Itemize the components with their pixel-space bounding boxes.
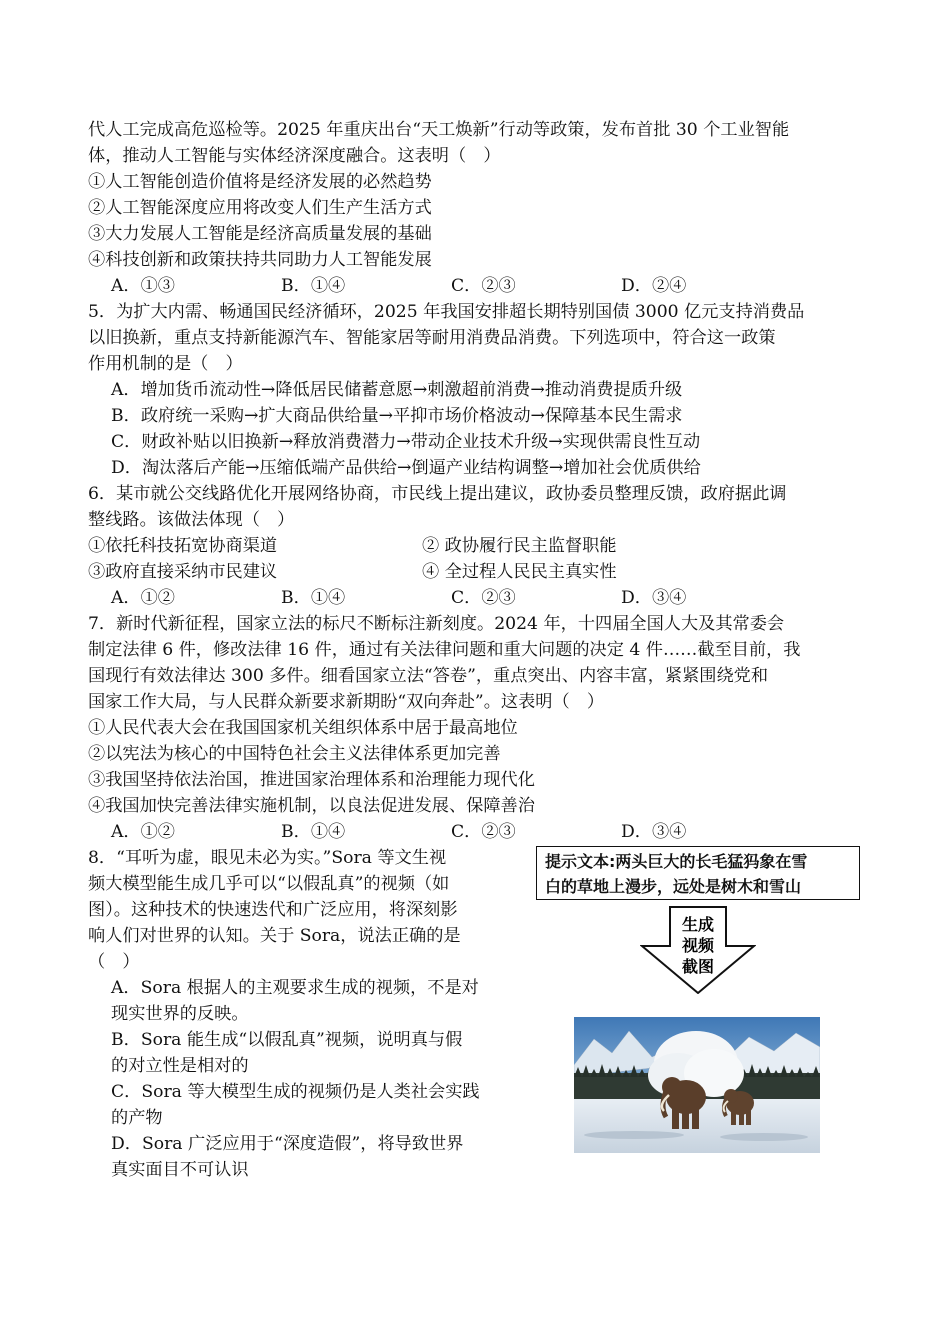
q6-option-d: D．③④	[621, 588, 687, 608]
prompt-line-2: 白的草地上漫步，远处是树木和雪山	[545, 877, 802, 896]
q7-statement-2: ②以宪法为核心的中国特色社会主义法律体系更加完善	[88, 744, 501, 764]
q8-option-d-2: 真实面目不可认识	[111, 1160, 249, 1180]
q7-text-2: 制定法律 6 件，修改法律 16 件，通过有关法律问题和重大问题的决定 4 件……截至目前，我	[88, 640, 801, 660]
prompt-text-box	[536, 846, 860, 900]
q6-option-a: A．①②	[111, 588, 175, 608]
arrow-label-3: 截图	[681, 957, 715, 976]
q7-text-3: 国现行有效法律达 300 多件。细看国家立法“答卷”，重点突出、内容丰富，紧紧围绕党和	[88, 666, 769, 686]
q5-text-3: 作用机制的是（ ）	[88, 354, 243, 374]
q4-option-b: B．①④	[281, 276, 346, 296]
q7-option-b: B．①④	[281, 822, 346, 842]
q4-option-d: D．②④	[621, 276, 687, 296]
arrow-label-1: 生成	[681, 915, 715, 934]
q6-option-c: C．②③	[451, 588, 516, 608]
q8-option-a-2: 现实世界的反映。	[111, 1004, 249, 1024]
q8-option-b-2: 的对立性是相对的	[111, 1056, 249, 1076]
q4-statement-2: ②人工智能深度应用将改变人们生产生活方式	[88, 198, 432, 218]
q8-block	[88, 845, 518, 1183]
q5-option-b: B．政府统一采购→扩大商品供给量→平抑市场价格波动→保障基本民生需求	[111, 406, 683, 426]
q4-text-2: 体，推动人工智能与实体经济深度融合。这表明（ ）	[88, 146, 501, 166]
q4-statement-3: ③大力发展人工智能是经济高质量发展的基础	[88, 224, 432, 244]
q6-statements-row-1	[88, 533, 866, 559]
q5-option-a: A．增加货币流动性→降低居民储蓄意愿→刺激超前消费→推动消费提质升级	[111, 380, 683, 400]
q6-statement-4: ④ 全过程人民民主真实性	[422, 562, 617, 582]
q4-statement-4: ④科技创新和政策扶持共同助力人工智能发展	[88, 250, 432, 270]
q7-text-1: 7．新时代新征程，国家立法的标尺不断标注新刻度。2024 年，十四届全国人大及其常委会	[88, 614, 785, 634]
q4-statement-1: ①人工智能创造价值将是经济发展的必然趋势	[88, 172, 432, 192]
q8-text-3: 图）。这种技术的快速迭代和广泛应用，将深刻影	[88, 900, 458, 920]
q7-text-4: 国家工作大局，与人民群众新要求新期盼“双向奔赴”。这表明（ ）	[88, 692, 605, 712]
question-block	[88, 117, 866, 845]
q6-statement-3: ③政府直接采纳市民建议	[88, 562, 278, 582]
prompt-line-1: 提示文本:两头巨大的长毛猛犸象在雪	[545, 852, 808, 871]
q5-option-c: C．财政补贴以旧换新→释放消费潜力→带动企业技术升级→实现供需良性互动	[111, 432, 701, 452]
q5-text-2: 以旧换新，重点支持新能源汽车、智能家居等耐用消费品消费。下列选项中，符合这一政策	[88, 328, 776, 348]
q6-text-1: 6．某市就公交线路优化开展网络协商，市民线上提出建议，政协委员整理反馈，政府据此调	[88, 484, 787, 504]
q6-statement-2: ② 政协履行民主监督职能	[422, 536, 617, 556]
q8-option-a-1: A．Sora 根据人的主观要求生成的视频，不是对	[111, 978, 479, 998]
q8-text-4: 响人们对世界的认知。关于 Sora，说法正确的是	[88, 926, 461, 946]
q6-text-2: 整线路。该做法体现（ ）	[88, 510, 295, 530]
q7-option-a: A．①②	[111, 822, 175, 842]
q4-option-c: C．②③	[451, 276, 516, 296]
q7-statement-3: ③我国坚持依法治国，推进国家治理体系和治理能力现代化	[88, 770, 535, 790]
q7-statement-4: ④我国加快完善法律实施机制，以良法促进发展、保障善治	[88, 796, 535, 816]
q7-statement-1: ①人民代表大会在我国国家机关组织体系中居于最高地位	[88, 718, 518, 738]
q8-option-c-2: 的产物	[111, 1108, 163, 1128]
q8-option-b-1: B．Sora 能生成“以假乱真”视频，说明真与假	[111, 1030, 463, 1050]
sora-figure	[536, 846, 866, 1156]
q4-option-a: A．①③	[111, 276, 175, 296]
arrow-label-2: 视频	[681, 936, 715, 955]
q6-options	[88, 585, 866, 611]
q6-statements-row-2	[88, 559, 866, 585]
q8-text-2: 频大模型能生成几乎可以“以假乱真”的视频（如	[88, 874, 450, 894]
q7-option-c: C．②③	[451, 822, 516, 842]
q8-option-c-1: C．Sora 等大模型生成的视频仍是人类社会实践	[111, 1082, 480, 1102]
q7-option-d: D．③④	[621, 822, 687, 842]
mammoth-video-screenshot	[574, 1017, 820, 1153]
q5-text-1: 5．为扩大内需、畅通国民经济循环，2025 年我国安排超长期特别国债 3000 亿元支持消费品	[88, 302, 805, 322]
q5-option-d: D．淘汰落后产能→压缩低端产品供给→倒逼产业结构调整→增加社会优质供给	[111, 458, 701, 478]
q8-text-5: （ ）	[88, 952, 140, 972]
q7-options	[88, 819, 866, 845]
q4-text-1: 代人工完成高危巡检等。2025 年重庆出台“天工焕新”行动等政策，发布首批 30 个工业智能	[88, 120, 790, 140]
down-arrow-icon	[640, 906, 756, 994]
q8-option-d-1: D．Sora 广泛应用于“深度造假”，将导致世界	[111, 1134, 464, 1154]
q4-options	[88, 273, 866, 299]
q6-statement-1: ①依托科技拓宽协商渠道	[88, 536, 278, 556]
q8-text-1: 8．“耳听为虚，眼见未必为实。”Sora 等文生视	[88, 848, 447, 868]
q6-option-b: B．①④	[281, 588, 346, 608]
